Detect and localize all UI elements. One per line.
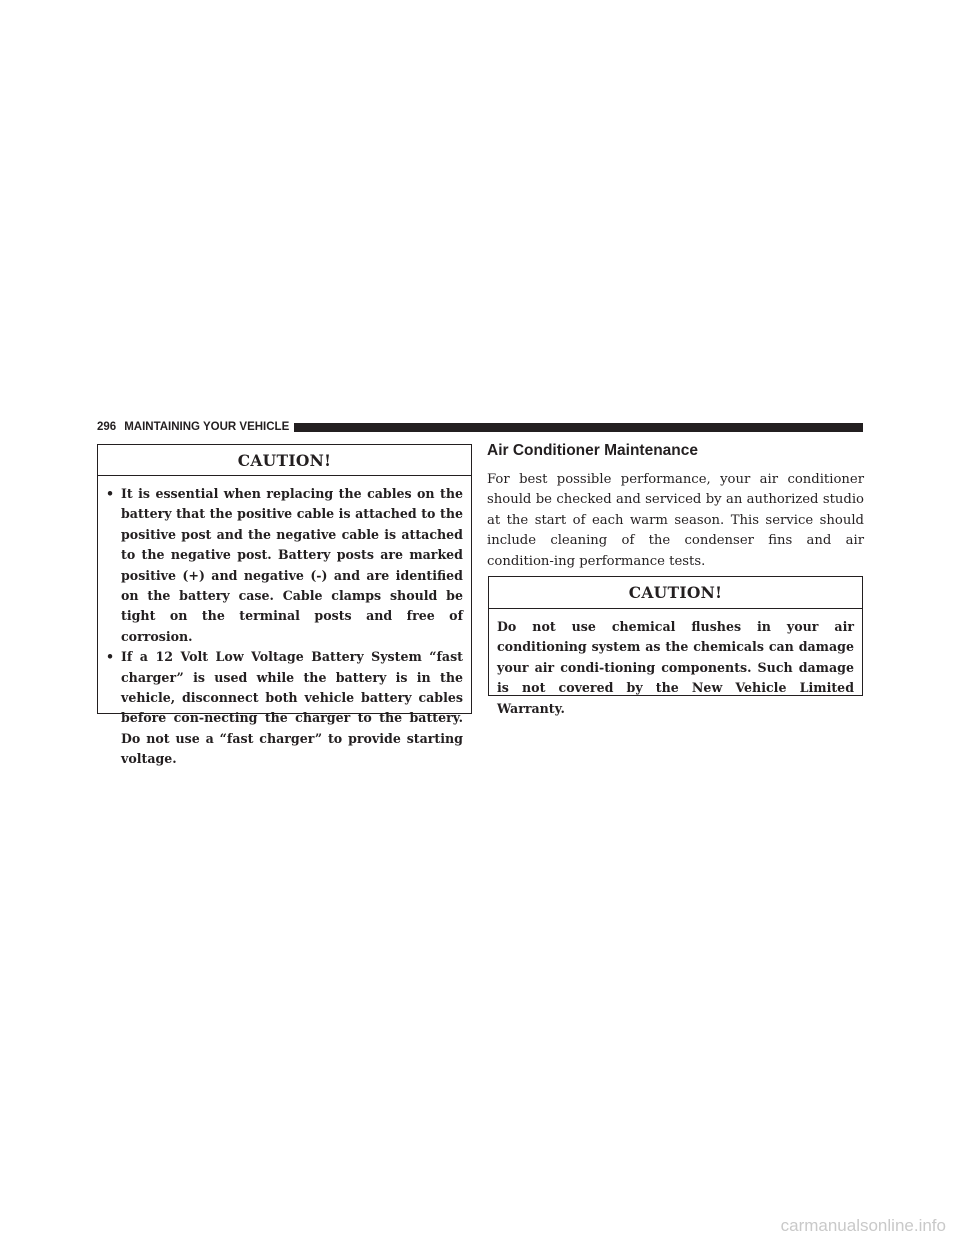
caution-text: Do not use chemical flushes in your air conditioning system as the chemicals can damage your air condi-tioning components. Such damage is not covered by the New Vehicle Limited Warranty. xyxy=(497,619,854,716)
bullet-icon: • xyxy=(106,649,115,665)
ac-maintenance-heading: Air Conditioner Maintenance xyxy=(487,442,698,459)
caution-item-text: If a 12 Volt Low Voltage Battery System “fast charger” is used while the battery is in the vehicle, disconnect both vehicle battery cables before con-necting the charger to the battery. Do not use a “fast charger” to provide starting voltage. xyxy=(121,649,463,767)
watermark: carmanualsonline.info xyxy=(780,1216,946,1235)
caution-item-text: It is essential when replacing the cables on the battery that the positive cable is attached to the positive post and the negative cable is attached to the negative post. Battery posts are marked positive (+) and negative (-) and are identified on the battery case. Cable clamps should be tight on the terminal posts and free of corrosion. xyxy=(121,486,463,644)
caution-item xyxy=(106,484,463,647)
battery-caution-box xyxy=(97,444,472,767)
bullet-icon: • xyxy=(106,486,115,501)
ac-maintenance-body: For best possible performance, your air conditioner should be checked and serviced by an authorized studio at the start of each warm season. This service should include cleaning of the condenser fins and air condition-ing performance tests. xyxy=(487,472,864,569)
page-header xyxy=(97,420,863,434)
caution-item xyxy=(106,647,463,769)
header-rule xyxy=(294,423,863,432)
page-number: 296 xyxy=(97,421,117,433)
caution-title: CAUTION! xyxy=(98,445,471,476)
ac-caution-box xyxy=(488,576,863,716)
section-title: MAINTAINING YOUR VEHICLE xyxy=(124,421,290,433)
caution-title: CAUTION! xyxy=(489,577,862,609)
caution-list xyxy=(98,476,471,770)
